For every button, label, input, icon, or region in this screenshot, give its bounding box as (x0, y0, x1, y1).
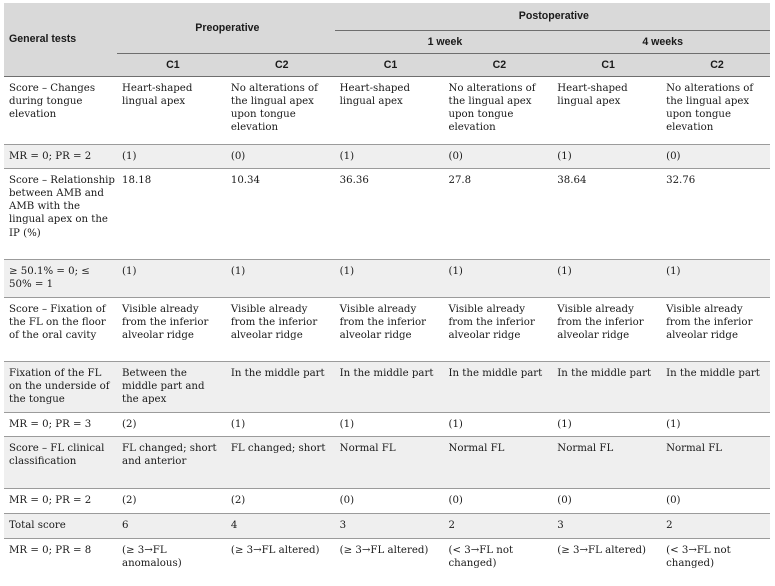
table-cell: FL changed; short (226, 436, 335, 488)
table-cell: Normal FL (443, 436, 552, 488)
table-cell: Visible already from the inferior alveolar ridge (661, 297, 770, 361)
table-cell: (1) (226, 412, 335, 436)
table-cell: (2) (117, 488, 226, 513)
table-row (4, 76, 770, 144)
header-postoperative: Postoperative (335, 3, 770, 30)
table-cell: (1) (552, 259, 661, 297)
table-cell: No alterations of the lingual apex upon tongue elevation (443, 76, 552, 144)
table-row (4, 412, 770, 436)
table-cell: Heart-shaped lingual apex (335, 76, 444, 144)
table-cell: 4 (226, 513, 335, 538)
table-cell: (≥ 3→FL altered) (335, 538, 444, 576)
table-cell: (< 3→FL not changed) (661, 538, 770, 576)
table-cell: (1) (552, 144, 661, 168)
table-cell: (1) (552, 412, 661, 436)
row-label: MR = 0; PR = 3 (4, 412, 117, 436)
table-row (4, 168, 770, 259)
table-cell: 2 (661, 513, 770, 538)
table-cell: (1) (226, 259, 335, 297)
table-cell: Heart-shaped lingual apex (117, 76, 226, 144)
table-row (4, 436, 770, 488)
row-label: MR = 0; PR = 2 (4, 144, 117, 168)
table-cell: Visible already from the inferior alveolar ridge (117, 297, 226, 361)
table-cell: (0) (661, 488, 770, 513)
header-general-tests: General tests (4, 3, 117, 76)
table-cell: Visible already from the inferior alveolar ridge (226, 297, 335, 361)
table-cell: (1) (335, 259, 444, 297)
table-cell: Normal FL (552, 436, 661, 488)
table-cell: (≥ 3→FL altered) (552, 538, 661, 576)
table-row (4, 361, 770, 412)
row-label: Score – Fixation of the FL on the floor of the oral cavity (4, 297, 117, 361)
table-cell: (0) (335, 488, 444, 513)
header-4-weeks: 4 weeks (552, 30, 770, 53)
table-cell: In the middle part (661, 361, 770, 412)
table-cell: (0) (226, 144, 335, 168)
table-row (4, 488, 770, 513)
table-row (4, 259, 770, 297)
results-table-container (4, 3, 770, 576)
table-cell: 38.64 (552, 168, 661, 259)
table-cell: (1) (443, 412, 552, 436)
header-col-c1: C1 (335, 53, 444, 76)
table-cell: 27.8 (443, 168, 552, 259)
table-cell: No alterations of the lingual apex upon tongue elevation (661, 76, 770, 144)
table-cell: (0) (661, 144, 770, 168)
table-cell: 3 (335, 513, 444, 538)
header-col-c2: C2 (443, 53, 552, 76)
row-label: Score – FL clinical classification (4, 436, 117, 488)
table-row (4, 513, 770, 538)
table-cell: No alterations of the lingual apex upon tongue elevation (226, 76, 335, 144)
table-cell: Normal FL (661, 436, 770, 488)
table-row (4, 297, 770, 361)
table-cell: (2) (117, 412, 226, 436)
table-cell: Visible already from the inferior alveolar ridge (335, 297, 444, 361)
table-cell: (0) (552, 488, 661, 513)
table-cell: 2 (443, 513, 552, 538)
table-cell: (1) (117, 259, 226, 297)
table-cell: Heart-shaped lingual apex (552, 76, 661, 144)
table-cell: (0) (443, 144, 552, 168)
table-body (4, 76, 770, 576)
table-cell: In the middle part (443, 361, 552, 412)
table-cell: 3 (552, 513, 661, 538)
table-cell: (1) (661, 259, 770, 297)
table-cell: (1) (335, 144, 444, 168)
row-label: Total score (4, 513, 117, 538)
results-table (4, 3, 770, 576)
table-cell: In the middle part (226, 361, 335, 412)
table-cell: Between the middle part and the apex (117, 361, 226, 412)
table-row (4, 144, 770, 168)
table-header (4, 3, 770, 76)
table-cell: In the middle part (552, 361, 661, 412)
header-col-c1: C1 (552, 53, 661, 76)
table-cell: 10.34 (226, 168, 335, 259)
table-cell: (1) (335, 412, 444, 436)
table-cell: 36.36 (335, 168, 444, 259)
row-label: MR = 0; PR = 8 (4, 538, 117, 576)
table-cell: (≥ 3→FL altered) (226, 538, 335, 576)
table-cell: Visible already from the inferior alveolar ridge (443, 297, 552, 361)
row-label: ≥ 50.1% = 0; ≤ 50% = 1 (4, 259, 117, 297)
table-cell: Normal FL (335, 436, 444, 488)
table-cell: FL changed; short and anterior (117, 436, 226, 488)
table-cell: 6 (117, 513, 226, 538)
table-cell: In the middle part (335, 361, 444, 412)
table-cell: (< 3→FL not changed) (443, 538, 552, 576)
table-cell: 32.76 (661, 168, 770, 259)
header-preoperative: Preoperative (117, 3, 335, 53)
row-label: Fixation of the FL on the underside of the tongue (4, 361, 117, 412)
table-cell: (1) (117, 144, 226, 168)
row-label: Score – Relationship between AMB and AMB with the lingual apex on the IP (%) (4, 168, 117, 259)
table-row (4, 538, 770, 576)
table-cell: Visible already from the inferior alveolar ridge (552, 297, 661, 361)
table-cell: (≥ 3→FL anomalous) (117, 538, 226, 576)
header-1-week: 1 week (335, 30, 553, 53)
table-cell: (2) (226, 488, 335, 513)
table-cell: 18.18 (117, 168, 226, 259)
table-cell: (0) (443, 488, 552, 513)
table-cell: (1) (661, 412, 770, 436)
header-col-c2: C2 (661, 53, 770, 76)
header-col-c2: C2 (226, 53, 335, 76)
header-col-c1: C1 (117, 53, 226, 76)
row-label: Score – Changes during tongue elevation (4, 76, 117, 144)
table-cell: (1) (443, 259, 552, 297)
row-label: MR = 0; PR = 2 (4, 488, 117, 513)
